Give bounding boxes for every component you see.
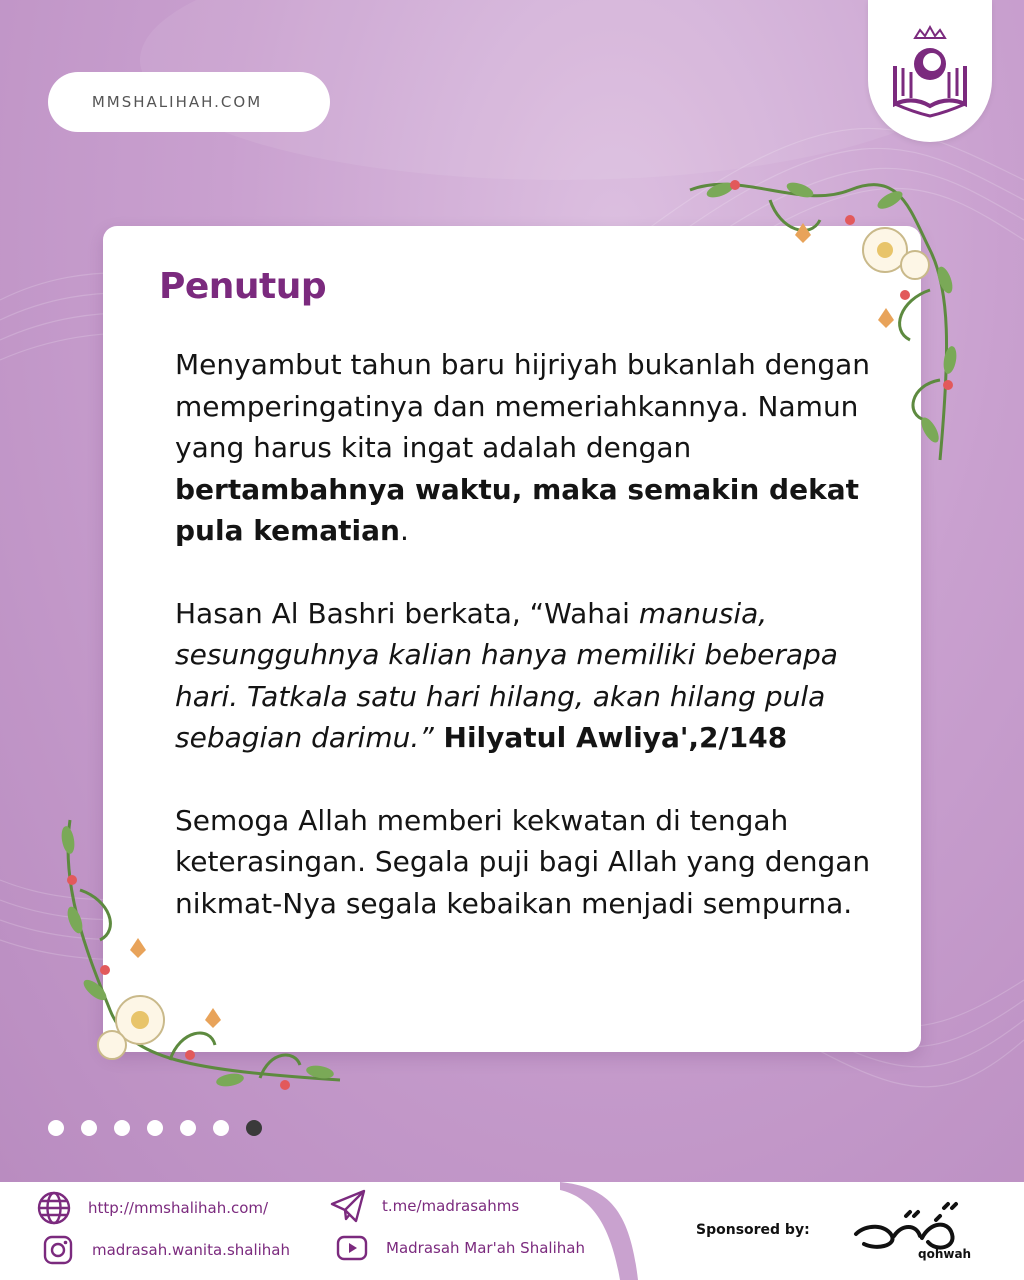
card-title: Penutup bbox=[159, 266, 327, 307]
website-label: MMSHALIHAH.COM bbox=[91, 93, 263, 111]
p1-text: Menyambut tahun baru hijriyah bukanlah dengan memperingatinya dan memeriahkannya. Namun yang harus kita ingat adalah dengan bbox=[175, 348, 871, 464]
footer-telegram[interactable] bbox=[330, 1188, 519, 1224]
paragraph-3: Semoga Allah memberi kekwatan di tengah keterasingan. Segala puji bagi Allah yang dengan nikmat-Nya segala kebaikan menjadi sempurna. bbox=[175, 803, 871, 920]
website-pill[interactable] bbox=[48, 72, 330, 132]
brand-logo bbox=[868, 0, 992, 142]
sponsor-name: qohwah bbox=[918, 1247, 972, 1261]
footer bbox=[0, 1182, 1024, 1280]
pagination-dots bbox=[48, 1120, 262, 1136]
p1-end: . bbox=[399, 514, 409, 547]
instagram-icon bbox=[40, 1232, 76, 1268]
page-dot-3[interactable] bbox=[114, 1120, 130, 1136]
sponsored-by-label: Sponsored by: bbox=[696, 1222, 810, 1238]
p2-quote: manusia, sesungguhnya kalian hanya memiliki beberapa hari. Tatkala satu hari hilang, akan hilang pula sebagian darimu.” bbox=[175, 596, 838, 754]
p1-bold-text: bertambahnya waktu, maka semakin dekat pula kematian bbox=[175, 472, 859, 547]
page-dot-2[interactable] bbox=[81, 1120, 97, 1136]
floral-ornament-top-right bbox=[650, 170, 970, 470]
footer-youtube[interactable] bbox=[334, 1230, 585, 1266]
instagram-handle[interactable]: madrasah.wanita.shalihah bbox=[92, 1241, 290, 1259]
globe-icon bbox=[36, 1190, 72, 1226]
page-dot-6[interactable] bbox=[213, 1120, 229, 1136]
page-dot-4[interactable] bbox=[147, 1120, 163, 1136]
book-crown-logo-icon bbox=[875, 16, 985, 126]
youtube-channel[interactable]: Madrasah Mar'ah Shalihah bbox=[386, 1239, 585, 1257]
telegram-icon bbox=[330, 1188, 366, 1224]
p2-citation: Hilyatul Awliya',2/148 bbox=[433, 721, 788, 754]
p2-text: Hasan Al Bashri berkata, “Wahai bbox=[175, 596, 639, 630]
footer-instagram[interactable] bbox=[40, 1232, 290, 1268]
floral-ornament-bottom-left bbox=[50, 810, 370, 1110]
footer-website[interactable] bbox=[36, 1190, 268, 1226]
telegram-link[interactable]: t.me/madrasahms bbox=[382, 1197, 520, 1215]
page-dot-1[interactable] bbox=[48, 1120, 64, 1136]
youtube-icon bbox=[334, 1230, 370, 1266]
qohwah-sponsor-logo bbox=[836, 1194, 976, 1274]
paragraph-2 bbox=[175, 593, 885, 759]
website-link[interactable]: http://mmshalihah.com/ bbox=[88, 1199, 269, 1217]
page-dot-5[interactable] bbox=[180, 1120, 196, 1136]
page-dot-7-active[interactable] bbox=[246, 1120, 262, 1136]
